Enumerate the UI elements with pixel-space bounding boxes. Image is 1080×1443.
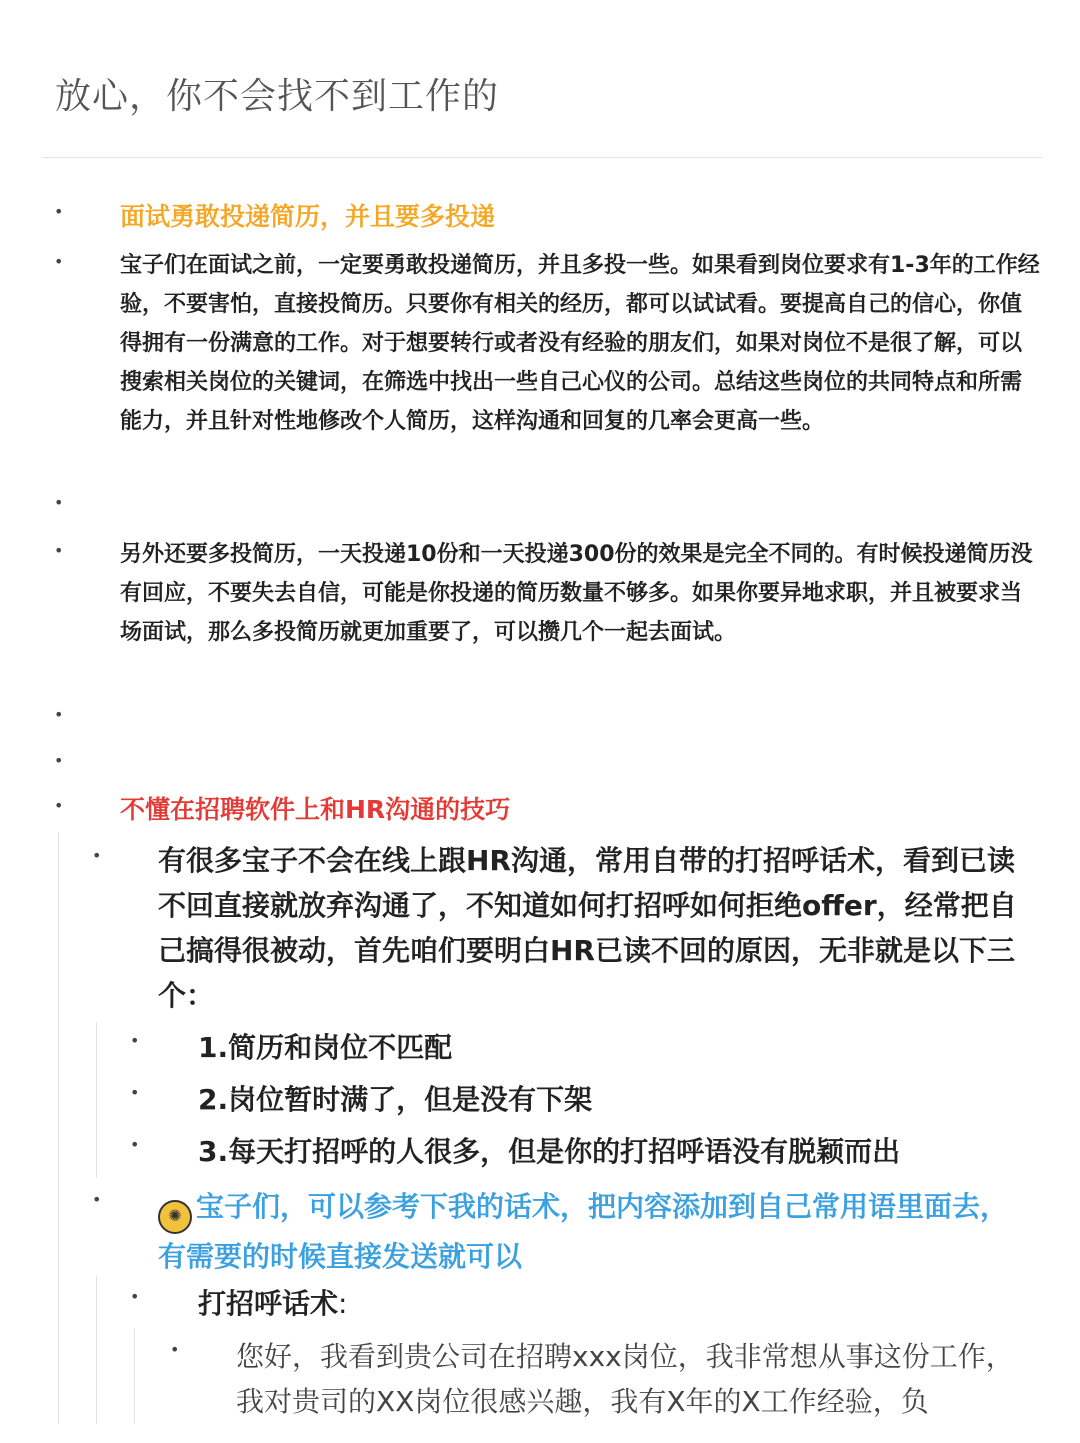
list-item: 1.简历和岗位不匹配 [198,1031,453,1064]
bullet-dot: • [54,493,64,512]
greeting-heading-colon: : [338,1287,348,1320]
greeting-heading-text: 打招呼话术 [198,1287,339,1320]
bullet-dot: • [92,1190,102,1209]
page-title: 放心，你不会找不到工作的 [55,76,500,117]
paragraph-apply-bravely: 宝子们在面试之前，一定要勇敢投递简历，并且多投一些。如果看到岗位要求有1-3年的工作经验，不要害怕，直接投简历。只要你有相关的经历，都可以试试看。要提高自己的信心，你值得拥有一份满意的工作。对于想要转行或者没有经验的朋友们，如果对岗位不是很了解，可以搜索相关岗位的关键词，在筛选中找出一些自己心仪的公司。总结这些岗位的共同特点和所需能力，并且针对性地修改个人简历，这样沟通和回复的几率会更高一些。 [120,253,1040,434]
indent-guide [96,1276,97,1424]
section-heading-apply: 面试勇敢投递简历，并且要多投递 [120,202,496,231]
greeting-heading [198,1284,347,1324]
bullet-dot: • [54,796,64,815]
indent-guide [96,1022,97,1178]
bullet-dot: • [92,846,102,865]
greeting-script-text: 您好，我看到贵公司在招聘xxx岗位，我非常想从事这份工作，我对贵司的XX岗位很感兴趣，我有X年的X工作经验，负 [236,1340,1014,1418]
bullet-dot: • [130,1287,140,1306]
bullet-dot: • [130,1135,140,1154]
bullet-dot: • [54,202,64,221]
paragraph-hr-read-no-reply: 有很多宝子不会在线上跟HR沟通，常用自带的打招呼话术，看到已读不回直接就放弃沟通了，不知道如何打招呼如何拒绝offer，经常把自己搞得很被动，首先咱们要明白HR已读不回的原因，无非就是以下三个： [158,844,1017,1012]
section-heading-hr-communication: 不懂在招聘软件上和HR沟通的技巧 [120,795,511,824]
tip-text: 宝子们，可以参考下我的话术，把内容添加到自己常用语里面去，有需要的时候直接发送就可以 [158,1190,1009,1273]
bullet-dot: • [170,1340,180,1359]
list-item: 2.岗位暂时满了，但是没有下架 [198,1083,593,1116]
title-divider [42,157,1042,158]
paragraph-apply-more: 另外还要多投简历，一天投递10份和一天投递300份的效果是完全不同的。有时候投递简历没有回应，不要失去自信，可能是你投递的简历数量不够多。如果你要异地求职，并且被要求当场面试，那么多投简历就更加重要了，可以攒几个一起去面试。 [120,542,1033,645]
indent-guide [134,1328,135,1424]
bullet-dot: • [130,1083,140,1102]
bullet-dot: • [54,705,64,724]
indent-guide [58,832,59,1424]
hot-face-emoji-icon: ✺ [158,1200,192,1234]
bullet-dot: • [54,751,64,770]
bullet-dot: • [54,541,64,560]
tip-paragraph [158,1184,1028,1279]
bullet-dot: • [54,252,64,271]
bullet-dot: • [130,1031,140,1050]
list-item: 3.每天打招呼的人很多，但是你的打招呼语没有脱颖而出 [198,1135,901,1168]
